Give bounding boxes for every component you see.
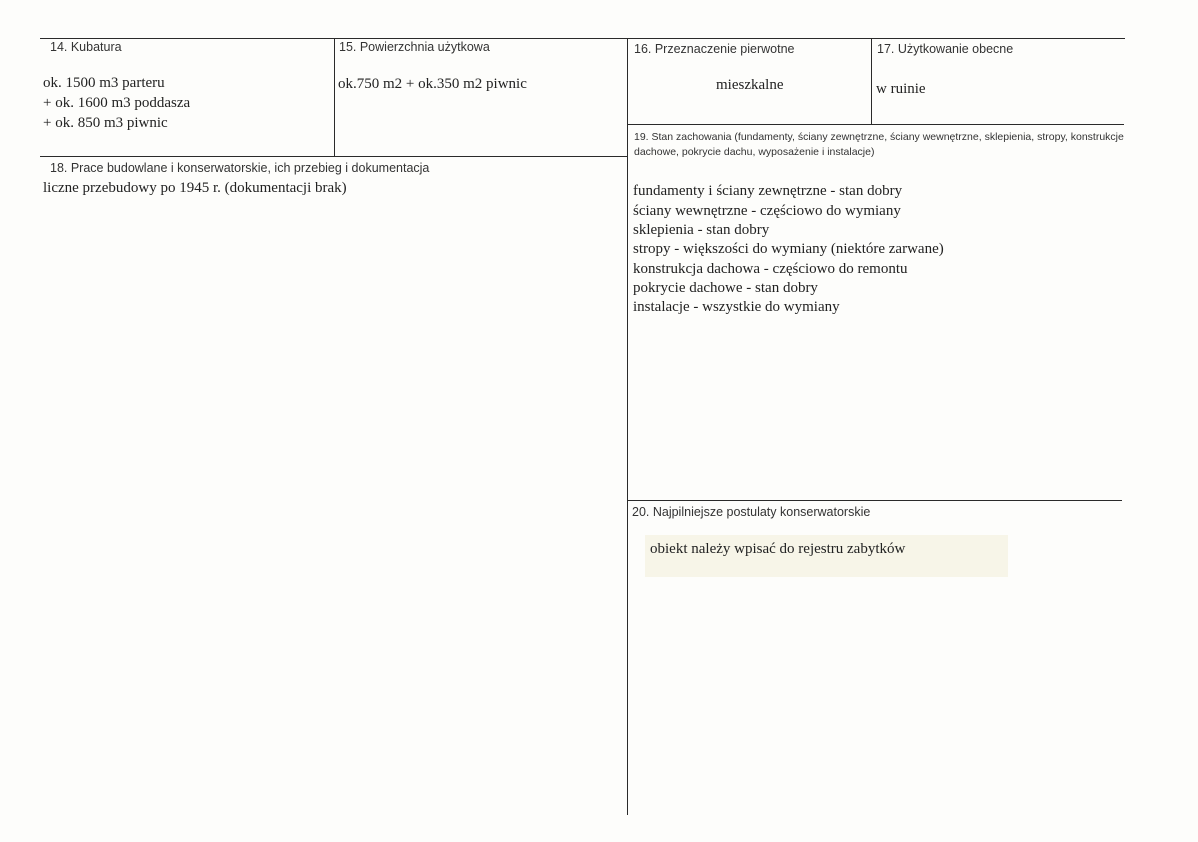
stan-line-5: konstrukcja dachowa - częściowo do remontu [633,261,908,277]
przeznaczenie-value: mieszkalne [716,77,784,93]
grid-line [627,500,1122,501]
kubatura-line-1: ok. 1500 m3 parteru [43,75,165,91]
stan-line-6: pokrycie dachowe - stan dobry [633,280,818,296]
stan-line-1: fundamenty i ściany zewnętrzne - stan dobry [633,183,903,199]
uzytkowanie-label: 17. Użytkowanie obecne [877,42,1014,56]
grid-line [871,38,872,124]
prace-value: liczne przebudowy po 1945 r. (dokumentacji brak) [43,180,347,196]
prace-label: 18. Prace budowlane i konserwatorskie, ich przebieg i dokumentacja [50,161,430,175]
postulaty-label: 20. Najpilniejsze postulaty konserwatorskie [632,505,871,519]
grid-line [334,38,335,156]
powierzchnia-value: ok.750 m2 + ok.350 m2 piwnic [338,76,527,92]
postulaty-value: obiekt należy wpisać do rejestru zabytków [650,541,906,557]
stan-line-2: ściany wewnętrzne - częściowo do wymiany [633,203,901,219]
kubatura-line-3: + ok. 850 m3 piwnic [43,115,168,131]
stan-line-3: sklepienia - stan dobry [633,222,770,238]
powierzchnia-label: 15. Powierzchnia użytkowa [339,40,490,54]
kubatura-line-2: + ok. 1600 m3 poddasza [43,95,191,111]
przeznaczenie-label: 16. Przeznaczenie pierwotne [634,42,795,56]
grid-line [627,38,628,815]
stan-label: 19. Stan zachowania (fundamenty, ściany zewnętrzne, ściany wewnętrzne, sklepienia, stropy, konstrukcje dachowe, pokrycie dachu, wyposażenie i instalacje) [634,131,1124,158]
grid-line [40,38,1125,39]
uzytkowanie-value: w ruinie [876,81,926,97]
stan-line-4: stropy - większości do wymiany (niektóre zarwane) [633,241,944,257]
stan-line-7: instalacje - wszystkie do wymiany [633,299,840,315]
grid-line [627,124,1124,125]
grid-line [40,156,628,157]
kubatura-label: 14. Kubatura [50,40,122,54]
